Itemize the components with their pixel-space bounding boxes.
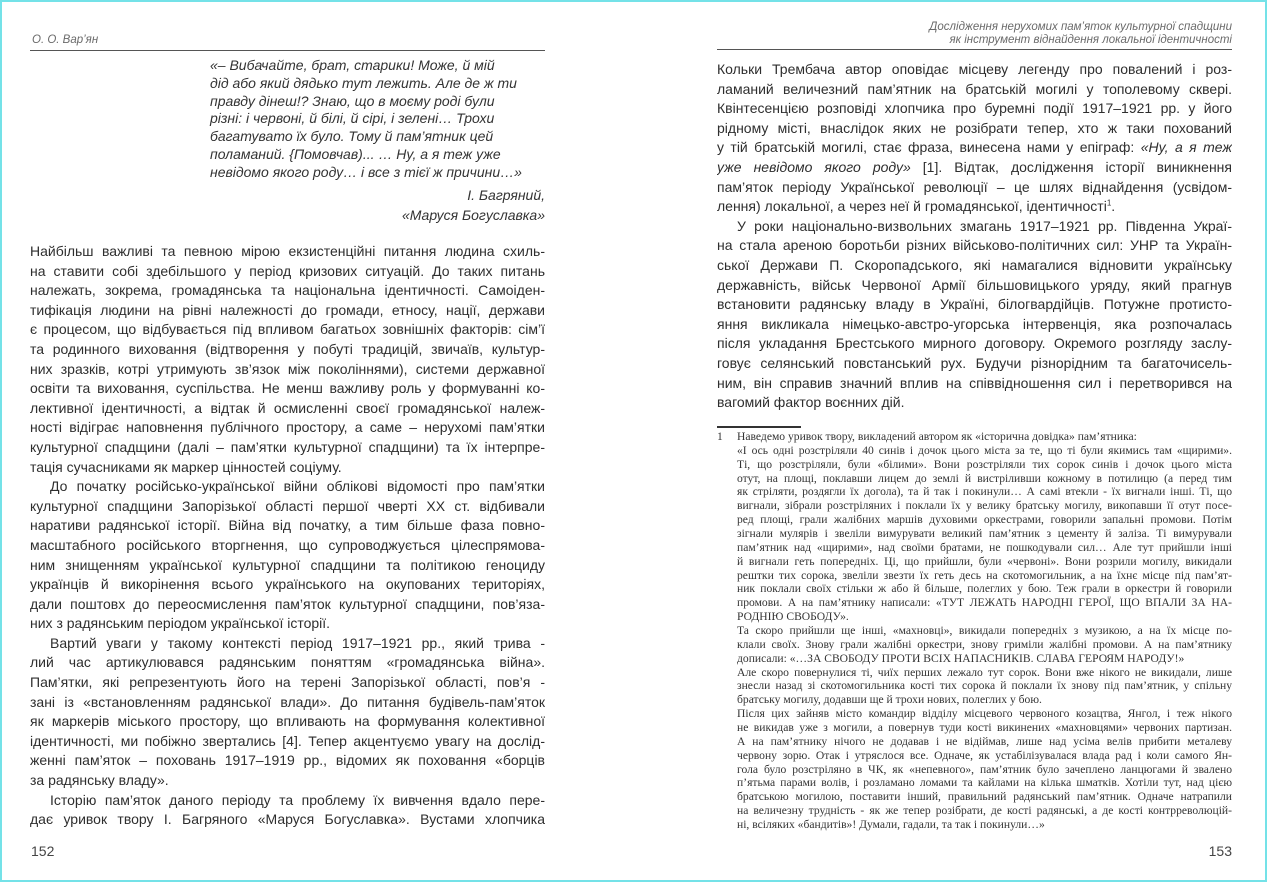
text-line: є процесом, що відбувається під впливом багатьох зовнішніх факторів: сім’ї — [30, 321, 545, 338]
running-head-author: О. О. Вар’ян — [32, 34, 99, 46]
text-line — [717, 197, 1232, 217]
text-line: зані із «встановленням радянської влади». До питання будівель-пам’яток — [30, 693, 545, 710]
text-line: дали поштовх до переосмислення пам’яток культурної спадщини, пов’яза- — [30, 595, 545, 612]
text-line: вигнали, зібрали розстріляних і поклали їх у велику братську могилу, викопавши її отут посе- — [737, 499, 1232, 513]
text-line: як маркерів міського простору, що впливають на формування колективної — [30, 713, 545, 730]
text-line: на ставити собі здебільшого у період кризових ситуацій. До таких питань — [30, 262, 545, 279]
text-line: тація сучасниками як маркер цінностей соціуму. — [30, 458, 342, 475]
text-line: культурної спадщини (далі – пам’ятки культурної спадщини) та їх інтерпре- — [30, 438, 545, 455]
text-line: яння викликала німецько-австро-угорська інтервенція, яка розпочалась — [717, 315, 1232, 332]
text-line: ник поклали своїх стільки ж або й більше, полеглих у бою. Теж грали в оркестри й говорили — [737, 582, 1232, 596]
body-text — [717, 60, 1232, 413]
text-segment: лення) локальної, а через неї й громадянської, ідентичності — [717, 198, 1107, 215]
text-line: тифікація людини на рівні належності до громади, етносу, нації, держави — [30, 301, 545, 318]
text-line: «І ось одні розстріляли 40 синів і дочок цього міста за те, що ті були якимись там «щирими». — [737, 443, 1232, 457]
text-line: дає уривок твору І. Багряного «Маруся Богуславка». Вустами хлопчика — [30, 811, 545, 828]
text-line: промови. А на пам’ятнику написали: «ТУТ ЛЕЖАТЬ НАРОДНІ ГЕРОЇ, ЩО ВПАЛИ ЗА НА- — [737, 596, 1232, 610]
text-line: Вартий уваги у такому контексті період 1917–1921 рр., який трива - — [50, 634, 545, 651]
text-line: говує селянський повстанський рух. Будучи різнорідним та багаточисель- — [717, 354, 1232, 371]
header-rule — [30, 50, 545, 51]
text-line: належать, зокрема, громадянська та національна ідентичності. Самоіден- — [30, 282, 545, 299]
footnote-number: 1 — [717, 430, 723, 443]
text-line: РОДНІЮ СВОБОДУ». — [737, 610, 849, 624]
text-line: масштабного російського вторгнення, що супроводжується цілеспрямова- — [30, 536, 545, 553]
text-line: Історію пам’яток даного періоду та проблему їх вивчення вдало пере- — [50, 791, 545, 808]
footnote-text — [737, 430, 1232, 832]
text-line: них зразків, котрі утримують зв’язок між поколіннями), системи державної — [30, 360, 545, 377]
text-line — [717, 158, 1232, 178]
text-line: братською могилою, поставити інший, правильний радянський пам’ятник. Одначе натрапили — [737, 790, 1232, 804]
text-line: Найбільш важливі та певною мірою екзистенційні питання людина схиль- — [30, 243, 545, 259]
epigraph-author: І. Багряний, — [467, 187, 545, 203]
footnote-ref: 1 — [1106, 198, 1112, 208]
epigraph — [210, 57, 555, 182]
epigraph-line: поламаний. {Помовчав)... … Ну, а я теж уже — [210, 145, 501, 162]
footnote-rule — [717, 426, 801, 428]
text-line: Квінтесенцією розповіді хлопчика про буремні події 1917–1921 рр. у його — [717, 100, 1232, 117]
text-line: дописали: «…ЗА СВОБОДУ ПРОТИ ВСІХ НАПАСНИКІВ. СЛАВА ГЕРОЯМ НАРОДУ!» — [737, 651, 1185, 665]
text-line: червону зорю. Отак і утряслося все. Одначе, як устабілізувалася влада рад і коли самого Ян- — [737, 748, 1232, 762]
text-line: ської Держави П. Скоропадського, які намагалися відновити українську — [717, 256, 1232, 273]
text-line: У роки національно-визвольних змагань 1917–1921 рр. Південна Украї- — [737, 217, 1232, 234]
page-number: 153 — [1208, 843, 1232, 859]
text-line: зігнали мулярів і звеліли вимурувати великий пам’ятник з цементу й заліза. Ті вимурували — [737, 527, 1232, 541]
text-line: Та скоро прийшли ще інші, «махновці», викидали попередніх з музикою, а на їх місце по- — [737, 624, 1232, 638]
text-line: й вигнали геть попередніх. Ці, що прийшли, були «червоні». Вони розрили могилу, викидали — [737, 554, 1232, 568]
text-line: Наведемо уривок твору, викладений автором як «історична довідка» пам’ятника: — [737, 430, 1137, 443]
text-segment: у тій братській могилі, стає фраза, винесена нами у епіграф: — [717, 139, 1141, 156]
epigraph-line: невідомо якого роду… і все з тієї ж причини…» — [210, 163, 522, 180]
text-line: за радянську владу». — [30, 772, 169, 789]
text-line: ним знищенням української культурної спадщини та політикою геноциду — [30, 556, 545, 573]
text-line: До початку російсько-української війни облікові відомості про пам’ятки — [50, 478, 545, 495]
text-line: встановити радянську владу в Україні, білогвардійців. Потужне протисто- — [717, 296, 1232, 313]
page-number: 152 — [31, 843, 55, 859]
text-line: вагомий фактор воєнних дій. — [717, 394, 905, 411]
running-head-line: Дослідження нерухомих пам’яток культурної спадщини — [929, 21, 1232, 33]
text-segment: [1]. Відтак, дослідження історії виникнення — [910, 158, 1232, 175]
header-rule — [717, 49, 1232, 50]
text-line: ламаний величезний пам’ятник на братській могилі у тополевому сквері. — [717, 80, 1232, 97]
text-line: отут, на площі, поклавши лицем до землі й вистріливши кожному в потилицю (а перед тим — [737, 471, 1232, 485]
text-line: ідентичності, ми побіжно звертались [4]. Тепер акцентуємо увагу на дослід- — [30, 732, 545, 749]
text-line: та родинного виховання (відтворення у побуті традицій, звичаїв, культур- — [30, 340, 545, 357]
text-line: після укладання Брестського мирного договору. Окремого розгляду заслу- — [717, 335, 1232, 352]
text-line: ред площі, грали жалібних маршів духовими оркестрами, говорили запальні промови. Потім — [737, 513, 1232, 527]
text-line: Пам’ятки, які репрезентують його на терені Запорізької області, пов’я - — [30, 674, 545, 691]
italic-quote: «Ну, а я теж — [1140, 139, 1232, 156]
footnote — [717, 430, 1232, 832]
text-line: ні, всіляких «бандитів»! Думали, гадали, та так і покинули…» — [737, 818, 1045, 832]
text-line: не викидав уже з могили, а повернув туди кості викинених «махновцями» червоних партизан. — [737, 721, 1232, 735]
text-line: пам’ятник над «щирими», над своїми братами, не пошкодували сил… Але тут прийшли інші — [737, 540, 1232, 554]
text-line: рештки тих сорока, звеліли звезти їх геть десь на скотомогильник, а на їхнє місце під пам’ят- — [737, 568, 1232, 582]
text-line: рідному місті, внаслідок яких не розібрати тепер, хто ж таки похований — [717, 119, 1232, 136]
text-line: українців й викорінення всього українського на окупованих територіях, — [30, 576, 545, 593]
text-line: державність, військ Червоної Армії більшовицького уряду, який прагнув — [717, 276, 1232, 293]
running-head-line: як інструмент віднайдення локальної ідентичності — [949, 34, 1232, 46]
epigraph-line: правду дінеш!? Знаю, що в моєму роді були — [210, 92, 495, 109]
text-line: наративи радянської історії. Війна від початку, а тим більше фаза повно- — [30, 517, 545, 534]
text-line: клали своїх. Знову грали жалібні оркестри, знову гриміли жалібні промови. А на пам’ятнику — [737, 637, 1232, 651]
text-line: братську могилу, додавши ще й трохи нових, полеглих у бою. — [737, 693, 1042, 707]
italic-quote: уже невідомо якого роду» — [717, 158, 911, 175]
body-text — [30, 242, 545, 830]
text-line: Але скоро повернулися ті, чиїх перших лежало тут сорок. Вони вже нікого не викидали, лише — [737, 665, 1232, 679]
text-line: лий час артикулювався радянським поняттям «громадянська війна». — [30, 654, 545, 671]
epigraph-line: різні: і червоні, й білі, й сірі, і зелені… Трохи — [210, 110, 495, 127]
text-line: Кольки Трембача автор оповідає місцеву легенду про повалений і роз- — [717, 61, 1232, 77]
text-line: на стала ареною боротьби різних військово-політичних сил: УНР та Україн- — [717, 237, 1232, 254]
text-line: них з радянським періодом української історії. — [30, 615, 331, 632]
epigraph-line: «– Вибачайте, брат, старики! Може, й мій — [210, 57, 495, 73]
text-line: гола було розстріляно в ЧК, як «непевного», пам’ятник було зачеплено ланцюгами й звалено — [737, 762, 1232, 776]
epigraph-line: багатувато їх було. Тому й пам’ятник цей — [210, 128, 494, 145]
text-line: ності відіграє наповнення публічного простору, а саме – нерухомі пам’ятки — [30, 419, 545, 436]
text-line: освіти та виховання, суспільства. Не менш важливу роль у формуванні ко- — [30, 380, 545, 397]
text-line: Ті, що розстріляли, були «білими». Вони розстріляли тих сорок синів і дочок цього міста — [737, 457, 1232, 471]
epigraph-work: «Маруся Богуславка» — [401, 207, 545, 223]
text-line: Після цих зайняв місто командир відділу місцевого червоного козацтва, Янгол, і теж нікого — [737, 707, 1232, 721]
text-line: женні пам’яток – поховань 1917–1919 рр., відомих як поховання «борців — [30, 752, 545, 769]
text-line: А на пам’ятнику нічого не додавав і не відіймав, лише над усіма велів прибити металеву — [737, 734, 1232, 748]
text-line: знесли назад зі скотомогильника кості тих сорока й поклали їх знову під пам’ятник, у спільну — [737, 679, 1232, 693]
text-line: ним, він справив значний вплив на співвідношення сил і перетворився на — [717, 374, 1232, 391]
text-segment: . — [1111, 198, 1116, 215]
text-line — [717, 138, 1232, 158]
text-line: пам’яток періоду Української революції – це шлях віднайдення (усвідом- — [717, 178, 1232, 195]
running-head-title — [929, 21, 1232, 47]
text-line: лективної ідентичності, а відтак й осмисленні своєї громадянської належ- — [30, 399, 545, 416]
text-line: п’ятьма парами волів, і розламано ломами та кайлами на кілька шматків. Хотіли тут, над цією — [737, 776, 1232, 790]
text-line: культурної спадщини Запорізької області першої чверті ХХ ст. відбивали — [30, 497, 545, 514]
text-line: на величезну трудність - як же тепер розібрати, де кості радянські, а де кості контрреволюцій- — [737, 804, 1232, 818]
text-line: як стріляти, роздягли їх догола), та й так і покинули… А самі втекли - їх вигнали інші. Ті, що — [737, 485, 1232, 499]
epigraph-line: дід або який дядько тут лежить. Але де ж ти — [210, 74, 517, 91]
